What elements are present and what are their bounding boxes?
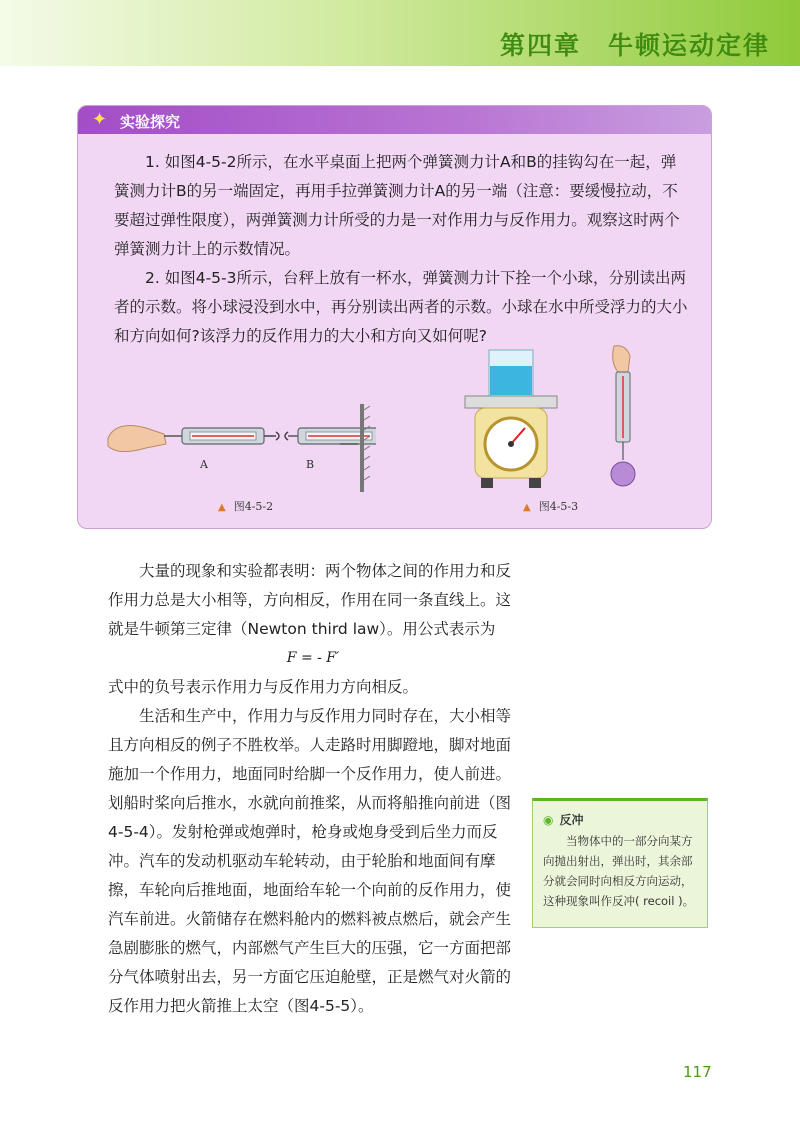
chapter-header-bar bbox=[0, 0, 800, 66]
triangle-icon: ▲ bbox=[523, 502, 531, 513]
experiment-paragraph-2: 2. 如图4-5-3所示，台秤上放有一杯水，弹簧测力计下拴一个小球，分别读出两者的示数。将小球浸没到水中，再分别读出两者的示数。小球在水中所受浮力的大小和方向如何?该浮力的反作用力的大小和方向又如何呢? bbox=[114, 269, 688, 345]
page-number: 117 bbox=[683, 1063, 712, 1081]
body-paragraph-1: 大量的现象和实验都表明：两个物体之间的作用力和反作用力总是大小相等，方向相反，作用在同一条直线上。这就是牛顿第三定律（Newton third law）。用公式表示为 bbox=[108, 562, 512, 638]
figure-caption-4-5-2: ▲ 图4-5-2 bbox=[218, 500, 274, 513]
recoil-sidebar bbox=[532, 798, 708, 928]
experiment-title: 实验探究 bbox=[120, 113, 181, 131]
sidebar-title: ◉ 反冲 bbox=[543, 813, 584, 827]
chapter-title: 第四章 牛顿运动定律 bbox=[499, 31, 770, 60]
body-paragraph-3: 生活和生产中，作用力与反作用力同时存在，大小相等且方向相反的例子不胜枚举。人走路时用脚蹬地，脚对地面施加一个作用力，地面同时给脚一个反作用力，使人前进。划船时桨向后推水，水就向前推桨，从而将船推向前进（图4-5-4）。发射枪弹或炮弹时，枪身或炮身受到后坐力而反冲。汽车的发动机驱动车轮转动，由于轮胎和地面间有摩擦，车轮向后推地面，地面给车轮一个向前的反作用力，使汽车前进。火箭储存在燃料舱内的燃料被点燃后，就会产生急剧膨胀的燃气，内部燃气产生巨大的压强，它一方面把部分气体喷射出去，另一方面它压迫舱壁，正是燃气对火箭的反作用力把火箭推上太空（图4-5-5）。 bbox=[108, 707, 512, 1015]
bullet-icon: ◉ bbox=[543, 813, 554, 827]
figure-platform-scale bbox=[461, 346, 561, 496]
wall-hook bbox=[340, 404, 370, 492]
sidebar-text: 当物体中的一部分向某方向抛出射出，弹出时，其余部分就会同时向相反方向运动，这种现象叫作反冲( recoil )。 bbox=[543, 834, 695, 908]
scale-label-b: B bbox=[306, 458, 315, 471]
experiment-text bbox=[114, 148, 689, 351]
formula: F = - F′ bbox=[286, 650, 340, 666]
magic-wand-icon: ✦ bbox=[92, 109, 108, 130]
experiment-paragraph-1: 1. 如图4-5-2所示，在水平桌面上把两个弹簧测力计A和B的挂钩勾在一起，弹簧测力计B的另一端固定，再用手拉弹簧测力计A的另一端（注意：要缓慢拉动，不要超过弹性限度），两弹簧测力计所受的力是一对作用力与反作用力。观察这时两个弹簧测力计上的示数情况。 bbox=[114, 153, 680, 258]
figure-spring-scales bbox=[106, 398, 376, 478]
main-text bbox=[108, 557, 518, 1021]
figure-spring-scale-ball bbox=[604, 342, 640, 492]
triangle-icon: ▲ bbox=[218, 502, 226, 513]
figure-caption-4-5-3: ▲ 图4-5-3 bbox=[523, 500, 579, 513]
body-paragraph-2: 式中的负号表示作用力与反作用力方向相反。 bbox=[108, 678, 419, 696]
experiment-header bbox=[78, 106, 711, 134]
scale-label-a: A bbox=[200, 458, 208, 471]
experiment-box bbox=[77, 105, 712, 529]
